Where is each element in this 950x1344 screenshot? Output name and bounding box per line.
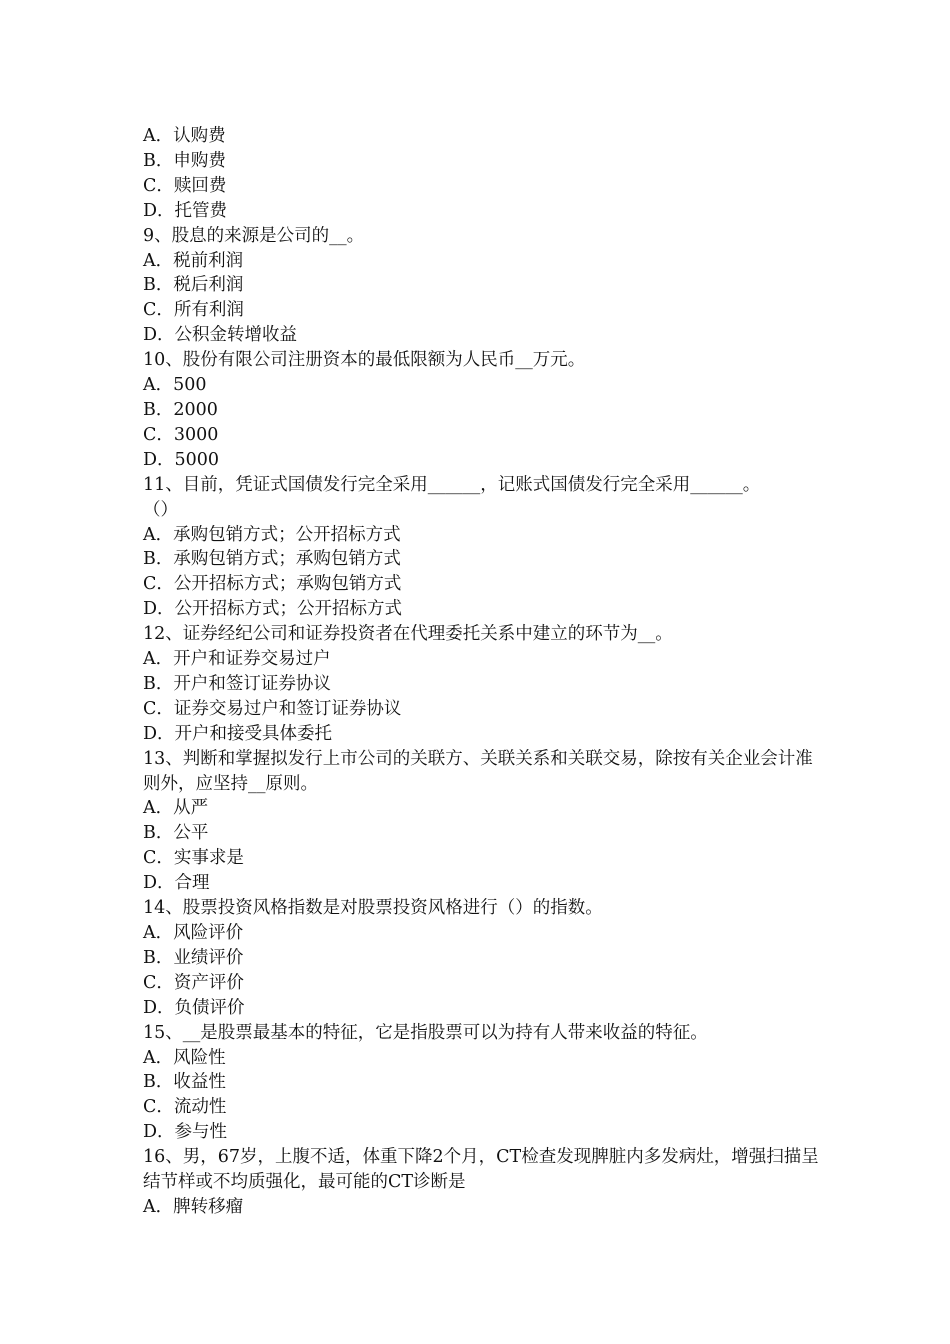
option-d: D．公开招标方式；公开招标方式 <box>143 599 403 620</box>
question-10 <box>143 348 823 473</box>
option-b: B．2000 <box>143 399 218 420</box>
option-a: A．认购费 <box>143 126 226 146</box>
option-b: B．税后利润 <box>143 275 244 296</box>
question-stem: 10、股份有限公司注册资本的最低限额为人民币__万元。 <box>143 350 586 371</box>
question-stem: 16、男，67岁，上腹不适，体重下降2个月，CT检查发现脾脏内多发病灶，增强扫描呈结节样或不均质强化，最可能的CT诊断是 <box>143 1147 819 1193</box>
option-b: B．承购包销方式；承购包销方式 <box>143 549 401 570</box>
option-c: C．公开招标方式；承购包销方式 <box>143 574 402 595</box>
question-stem: 11、目前，凭证式国债发行完全采用______，记账式国债发行完全采用______。 <box>143 474 761 495</box>
option-d: D．开户和接受具体委托 <box>143 723 333 744</box>
option-d: D．合理 <box>143 873 210 894</box>
option-c: C．所有利润 <box>143 300 244 321</box>
question-12 <box>143 622 823 747</box>
question-14 <box>143 896 823 1021</box>
option-c: C．赎回费 <box>143 175 227 196</box>
question-9 <box>143 224 823 349</box>
question-16 <box>143 1145 823 1220</box>
option-c: C．资产评价 <box>143 972 244 993</box>
option-a: A．风险评价 <box>143 923 244 943</box>
question-13 <box>143 747 823 896</box>
question-stem: 15、__是股票最基本的特征，它是指股票可以为持有人带来收益的特征。 <box>143 1022 708 1043</box>
option-a: A．脾转移瘤 <box>143 1196 244 1217</box>
question-stem-continuation: （） <box>143 499 178 520</box>
option-a: A．开户和证券交易过户 <box>143 649 331 670</box>
option-a: A．税前利润 <box>143 250 244 271</box>
option-b: B．申购费 <box>143 150 226 171</box>
option-c: C．流动性 <box>143 1097 227 1118</box>
option-d: D．负债评价 <box>143 997 245 1018</box>
option-c: C．实事求是 <box>143 848 244 869</box>
option-d: D．参与性 <box>143 1122 228 1143</box>
option-b: B．公平 <box>143 823 209 844</box>
option-a: A．从严 <box>143 798 209 819</box>
question-list <box>143 124 823 1220</box>
option-d: D．托管费 <box>143 200 228 221</box>
option-c: C．3000 <box>143 424 219 445</box>
question-stem: 13、判断和掌握拟发行上市公司的关联方、关联关系和关联交易，除按有关企业会计准则外，应坚持__原则。 <box>143 748 813 794</box>
option-b: B．收益性 <box>143 1072 226 1093</box>
option-c: C．证券交易过户和签订证券协议 <box>143 698 402 719</box>
option-d: D．5000 <box>143 449 220 470</box>
question-stem: 12、证券经纪公司和证券投资者在代理委托关系中建立的环节为__。 <box>143 624 673 645</box>
question-stem: 9、股息的来源是公司的__。 <box>143 225 365 246</box>
option-b: B．开户和签订证券协议 <box>143 673 331 694</box>
question-15 <box>143 1021 823 1146</box>
question-stem: 14、股票投资风格指数是对股票投资风格进行（）的指数。 <box>143 898 603 919</box>
option-a: A．500 <box>143 375 207 396</box>
option-a: A．承购包销方式；公开招标方式 <box>143 524 401 545</box>
option-a: A．风险性 <box>143 1047 226 1068</box>
option-d: D．公积金转增收益 <box>143 325 298 346</box>
question-8 <box>143 124 823 224</box>
question-11 <box>143 473 823 622</box>
option-b: B．业绩评价 <box>143 947 244 968</box>
